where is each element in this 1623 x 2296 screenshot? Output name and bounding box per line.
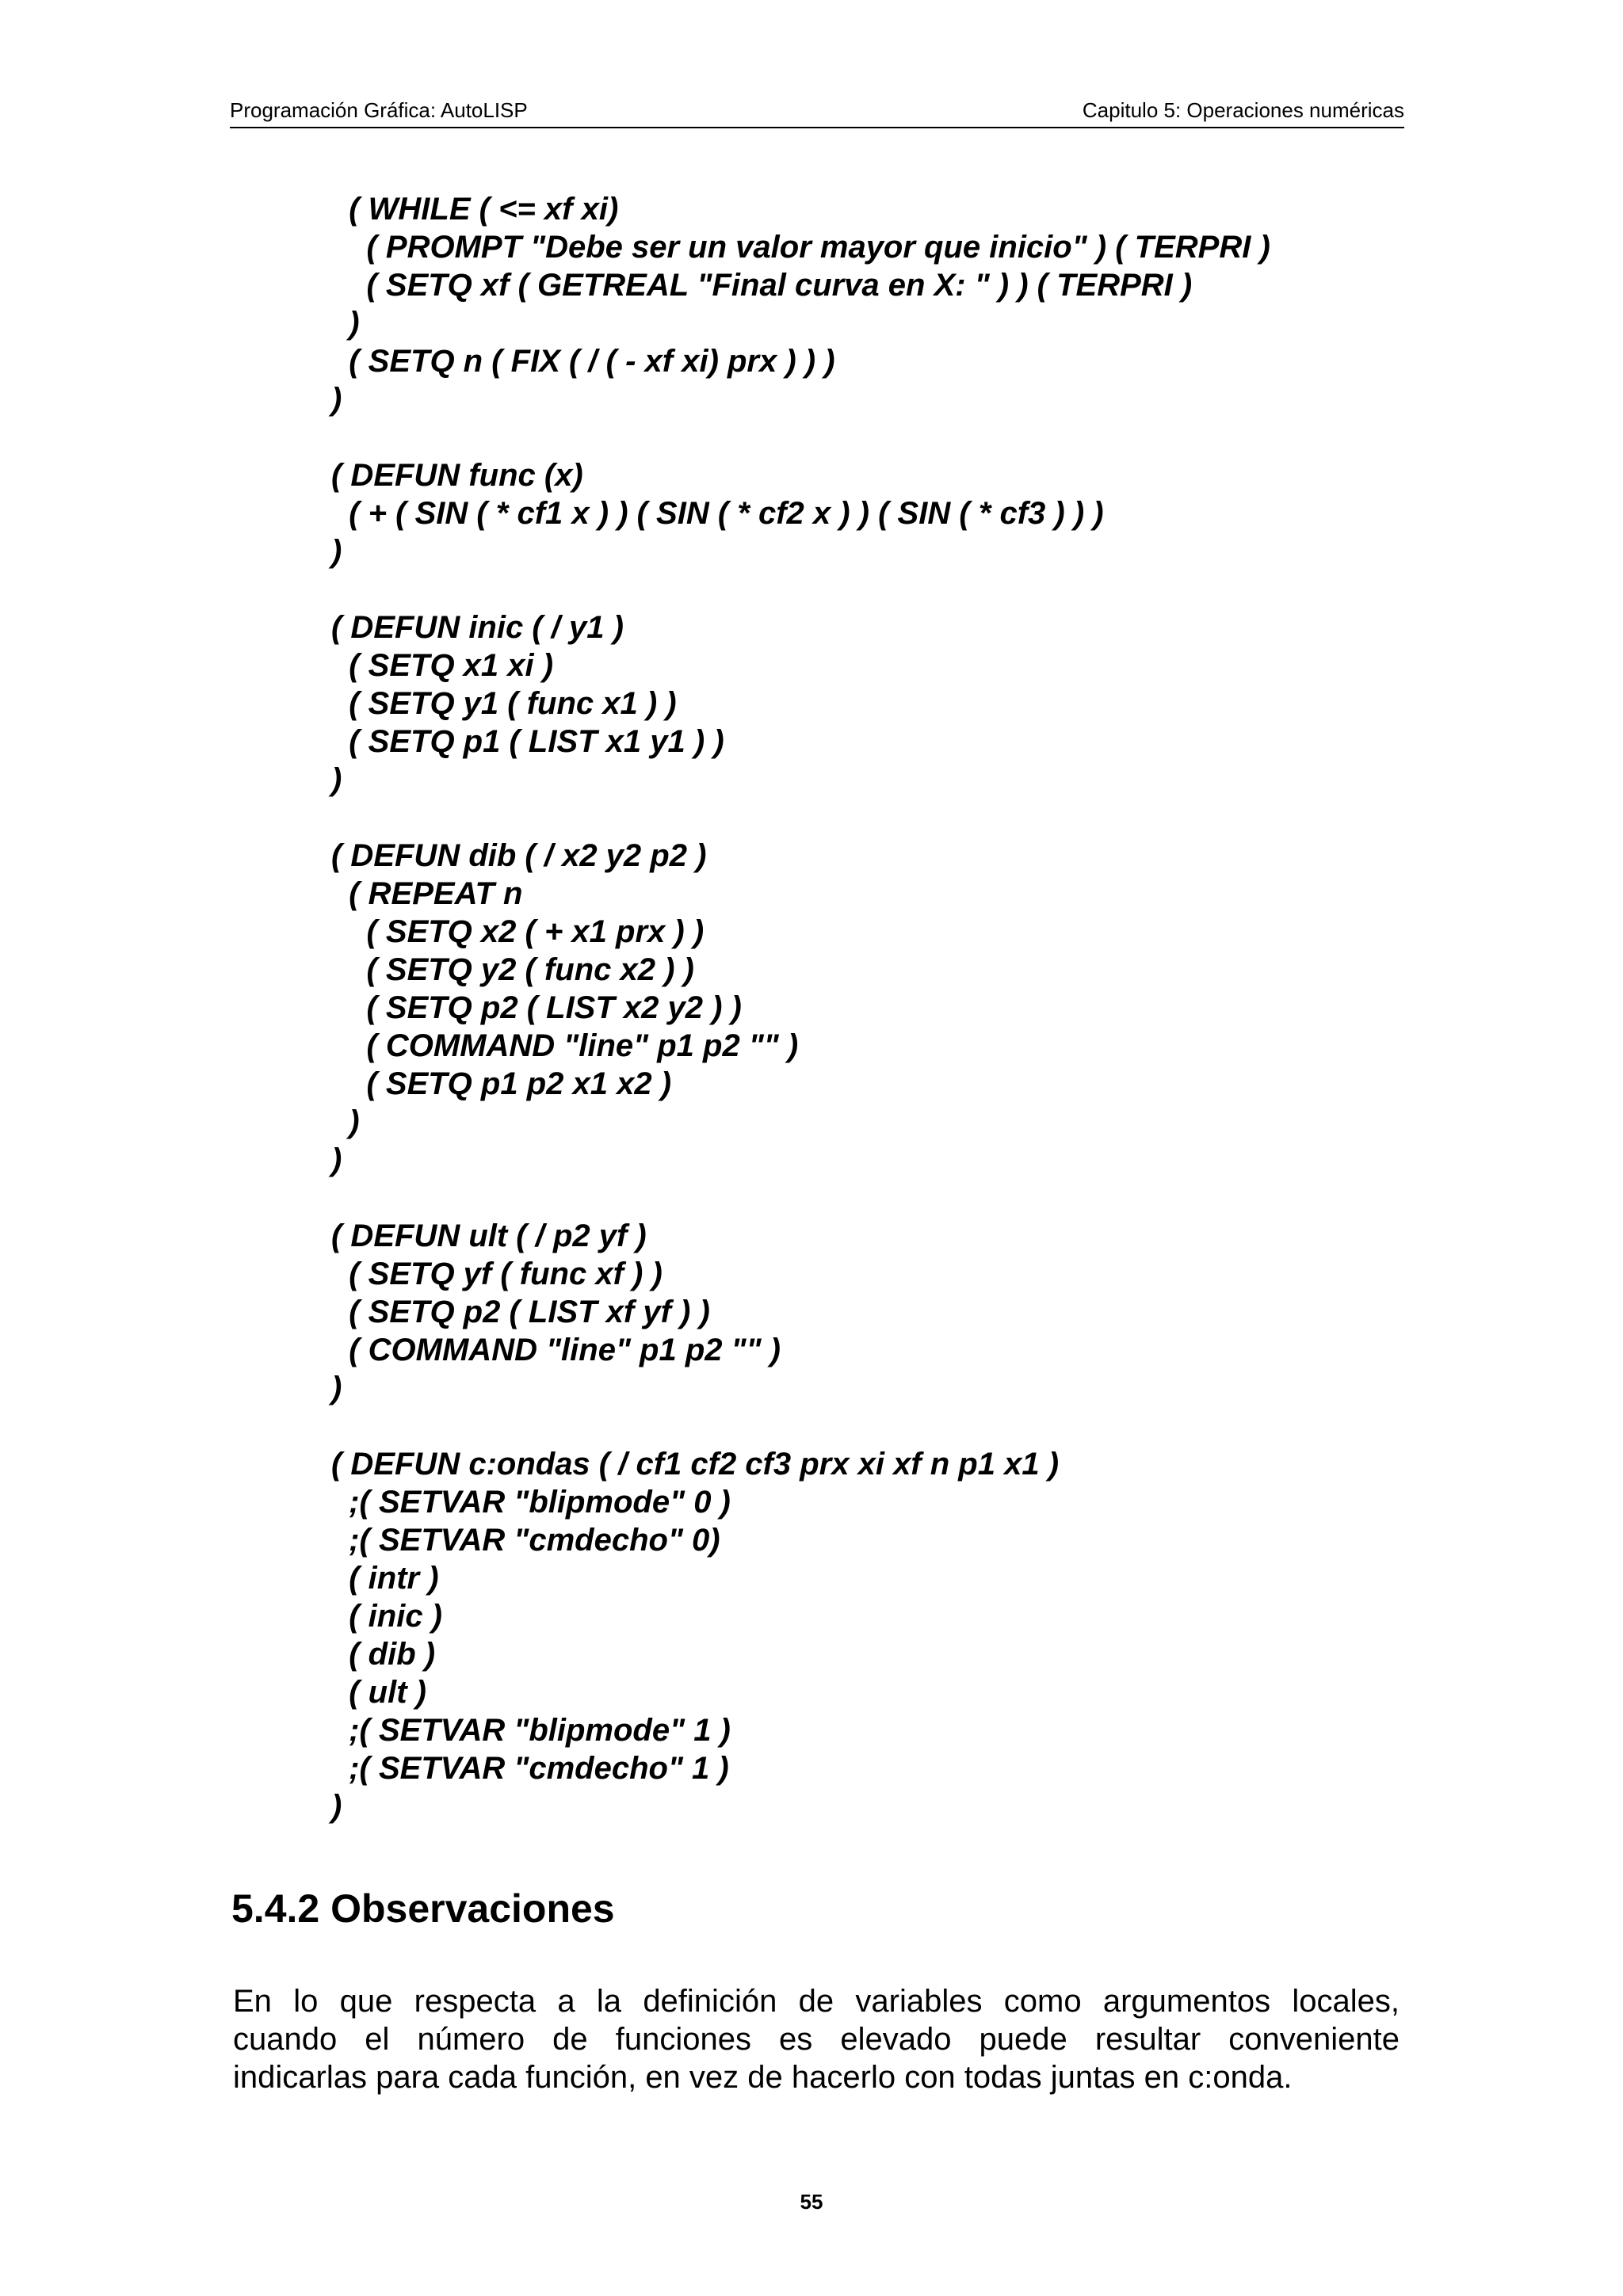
code-line: ( PROMPT "Debe ser un valor mayor que inicio" ) ( TERPRI ) (331, 230, 1270, 265)
code-line: ( DEFUN ult ( / p2 yf ) (331, 1219, 647, 1253)
code-line: ( inic ) (331, 1599, 442, 1634)
code-line: ;( SETVAR "blipmode" 0 ) (331, 1485, 731, 1520)
code-line: ) (331, 306, 360, 341)
code-line: ;( SETVAR "blipmode" 1 ) (331, 1713, 731, 1748)
code-line (331, 1407, 1270, 1445)
code-line: ( SETQ xf ( GETREAL "Final curva en X: " ) ) ( TERPRI ) (331, 268, 1193, 303)
code-line: ( dib ) (331, 1637, 436, 1672)
code-line: ( SETQ p1 p2 x1 x2 ) (331, 1066, 672, 1101)
code-line: ( SETQ y2 ( func x2 ) ) (331, 952, 694, 987)
section-heading: 5.4.2 Observaciones (231, 1886, 615, 1931)
page-number: 55 (800, 2190, 823, 2214)
paragraph-line: indicarlas para cada función, en vez de hacerlo con todas juntas en c:onda. (233, 2060, 1293, 2095)
code-line: ( + ( SIN ( * cf1 x ) ) ( SIN ( * cf2 x ) ) ( SIN ( * cf3 ) ) ) (331, 496, 1104, 531)
body-paragraph (233, 1982, 1400, 2096)
code-line: ( SETQ x1 xi ) (331, 648, 554, 683)
code-line: ) (331, 1142, 342, 1177)
code-line: ( DEFUN dib ( / x2 y2 p2 ) (331, 838, 707, 873)
paragraph-line: cuando el número de funciones es elevado puede resultar conveniente (233, 2022, 1400, 2057)
code-line: ( DEFUN inic ( / y1 ) (331, 610, 624, 645)
code-line (331, 570, 1270, 608)
code-line: ( WHILE ( <= xf xi) (331, 192, 619, 227)
code-line: ) (331, 1104, 360, 1139)
header-chapter-title: Capitulo 5: Operaciones numéricas (1082, 98, 1404, 122)
code-line: ( SETQ p2 ( LIST xf yf ) ) (331, 1295, 710, 1329)
code-line: ) (331, 534, 342, 569)
code-line: ( SETQ p1 ( LIST x1 y1 ) ) (331, 724, 724, 759)
code-line: ( DEFUN c:ondas ( / cf1 cf2 cf3 prx xi xf n p1 x1 ) (331, 1447, 1060, 1482)
page-header (230, 92, 1404, 128)
code-line: ( ult ) (331, 1675, 426, 1710)
code-line: ( REPEAT n (331, 876, 523, 911)
code-line: ) (331, 382, 342, 417)
code-line: ( DEFUN func (x) (331, 458, 583, 493)
code-line: ( intr ) (331, 1561, 439, 1596)
header-book-title: Programación Gráfica: AutoLISP (230, 98, 528, 122)
code-line: ( SETQ p2 ( LIST x2 y2 ) ) (331, 990, 742, 1025)
code-line: ( SETQ x2 ( + x1 prx ) ) (331, 914, 705, 949)
code-line: ( COMMAND "line" p1 p2 "" ) (331, 1028, 799, 1063)
code-line: ) (331, 762, 342, 797)
code-line: ;( SETVAR "cmdecho" 0) (331, 1523, 720, 1558)
code-line: ( SETQ yf ( func xf ) ) (331, 1257, 663, 1291)
code-line (331, 418, 1270, 456)
paragraph-line: En lo que respecta a la definición de variables como argumentos locales, (233, 1984, 1400, 2019)
code-line (331, 1179, 1270, 1217)
code-line: ( SETQ y1 ( func x1 ) ) (331, 686, 677, 721)
code-listing (331, 190, 1270, 1825)
code-line: ;( SETVAR "cmdecho" 1 ) (331, 1751, 729, 1786)
code-line: ( COMMAND "line" p1 p2 "" ) (331, 1333, 781, 1367)
code-line: ) (331, 1371, 342, 1405)
code-line: ( SETQ n ( FIX ( / ( - xf xi) prx ) ) ) (331, 344, 835, 379)
code-line (331, 799, 1270, 837)
code-line: ) (331, 1789, 342, 1824)
